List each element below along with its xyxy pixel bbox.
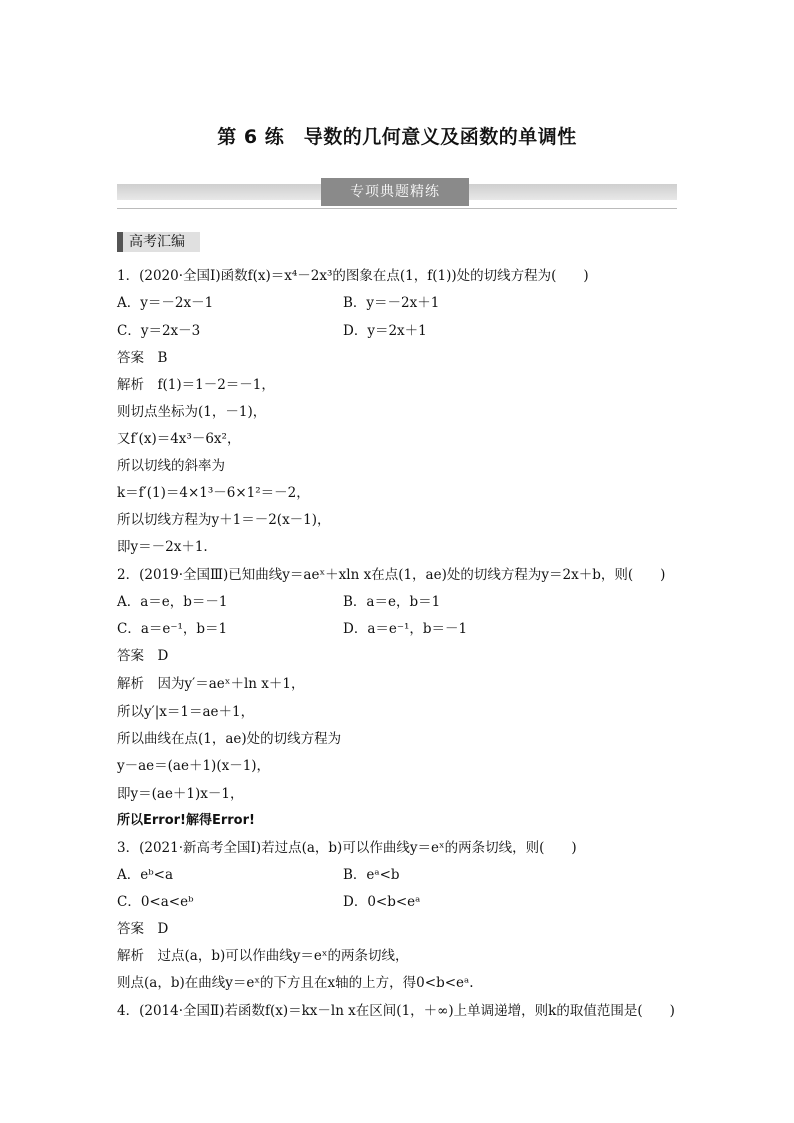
- solution-line: 即y＝－2x＋1.: [117, 539, 208, 555]
- answer: 答案 D: [117, 648, 169, 664]
- option-a: A．y＝－2x－1: [117, 295, 214, 311]
- solution-line: 又f′(x)＝4x³－6x²，: [117, 431, 241, 447]
- option-d: D．y＝2x＋1: [343, 323, 427, 339]
- answer: 答案 D: [117, 921, 169, 937]
- section-label: 高考汇编: [129, 234, 185, 250]
- question-1: 1．(2020·全国Ⅰ)函数f(x)＝x⁴－2x³的图象在点(1，f(1))处的切线方程为( ): [117, 268, 589, 284]
- question-2: 2．(2019·全国Ⅲ)已知曲线y＝aeˣ＋xln x在点(1，ae)处的切线方程为y＝2x＋b，则( ): [117, 567, 666, 583]
- question-3: 3．(2021·新高考全国Ⅰ)若过点(a，b)可以作曲线y＝eˣ的两条切线，则( ): [117, 840, 577, 856]
- option-a: A．a＝e，b＝－1: [117, 594, 228, 610]
- solution-line: 解析 过点(a，b)可以作曲线y＝eˣ的两条切线，: [117, 948, 409, 964]
- solution-line: 所以切线的斜率为: [117, 458, 225, 474]
- banner-label: 专项典题精练: [321, 178, 469, 206]
- option-b: B．a＝e，b＝1: [343, 594, 441, 610]
- option-a: A．eᵇ<a: [117, 867, 173, 883]
- answer: 答案 B: [117, 350, 168, 366]
- section-marker: [117, 232, 123, 252]
- option-c: C．0<a<eᵇ: [117, 894, 194, 910]
- solution-line: 解析 因为y′＝aeˣ＋ln x＋1，: [117, 676, 305, 692]
- solution-line: k＝f′(1)＝4×1³－6×1²＝－2，: [117, 485, 310, 501]
- solution-line: y－ae＝(ae＋1)(x－1)，: [117, 758, 271, 774]
- solution-line: 解析 f(1)＝1－2＝－1，: [117, 377, 275, 393]
- solution-line: 即y＝(ae＋1)x－1，: [117, 786, 244, 802]
- option-d: D．a＝e⁻¹，b＝－1: [343, 621, 468, 637]
- page-title: 第 6 练 导数的几何意义及函数的单调性: [217, 126, 577, 148]
- option-d: D．0<b<eᵃ: [343, 894, 421, 910]
- solution-line: 则切点坐标为(1，－1)，: [117, 404, 267, 420]
- solution-line: 所以切线方程为y＋1＝－2(x－1)，: [117, 512, 331, 528]
- solution-line: 所以曲线在点(1，ae)处的切线方程为: [117, 731, 342, 747]
- option-c: C．a＝e⁻¹，b＝1: [117, 621, 228, 637]
- option-c: C．y＝2x－3: [117, 323, 201, 339]
- solution-line: 所以y′|x＝1＝ae＋1，: [117, 704, 255, 720]
- question-4: 4．(2014·全国Ⅱ)若函数f(x)＝kx－ln x在区间(1，＋∞)上单调递增，则k的取值范围是( ): [117, 1003, 675, 1019]
- section-heading: [117, 232, 200, 252]
- solution-line: 所以Error!解得Error!: [117, 813, 255, 828]
- solution-line: 则点(a，b)在曲线y＝eˣ的下方且在x轴的上方，得0<b<eᵃ.: [117, 975, 474, 991]
- option-b: B．y＝－2x＋1: [343, 295, 440, 311]
- banner-rule: [117, 208, 677, 209]
- option-b: B．eᵃ<b: [343, 867, 400, 883]
- section-banner: [117, 178, 677, 212]
